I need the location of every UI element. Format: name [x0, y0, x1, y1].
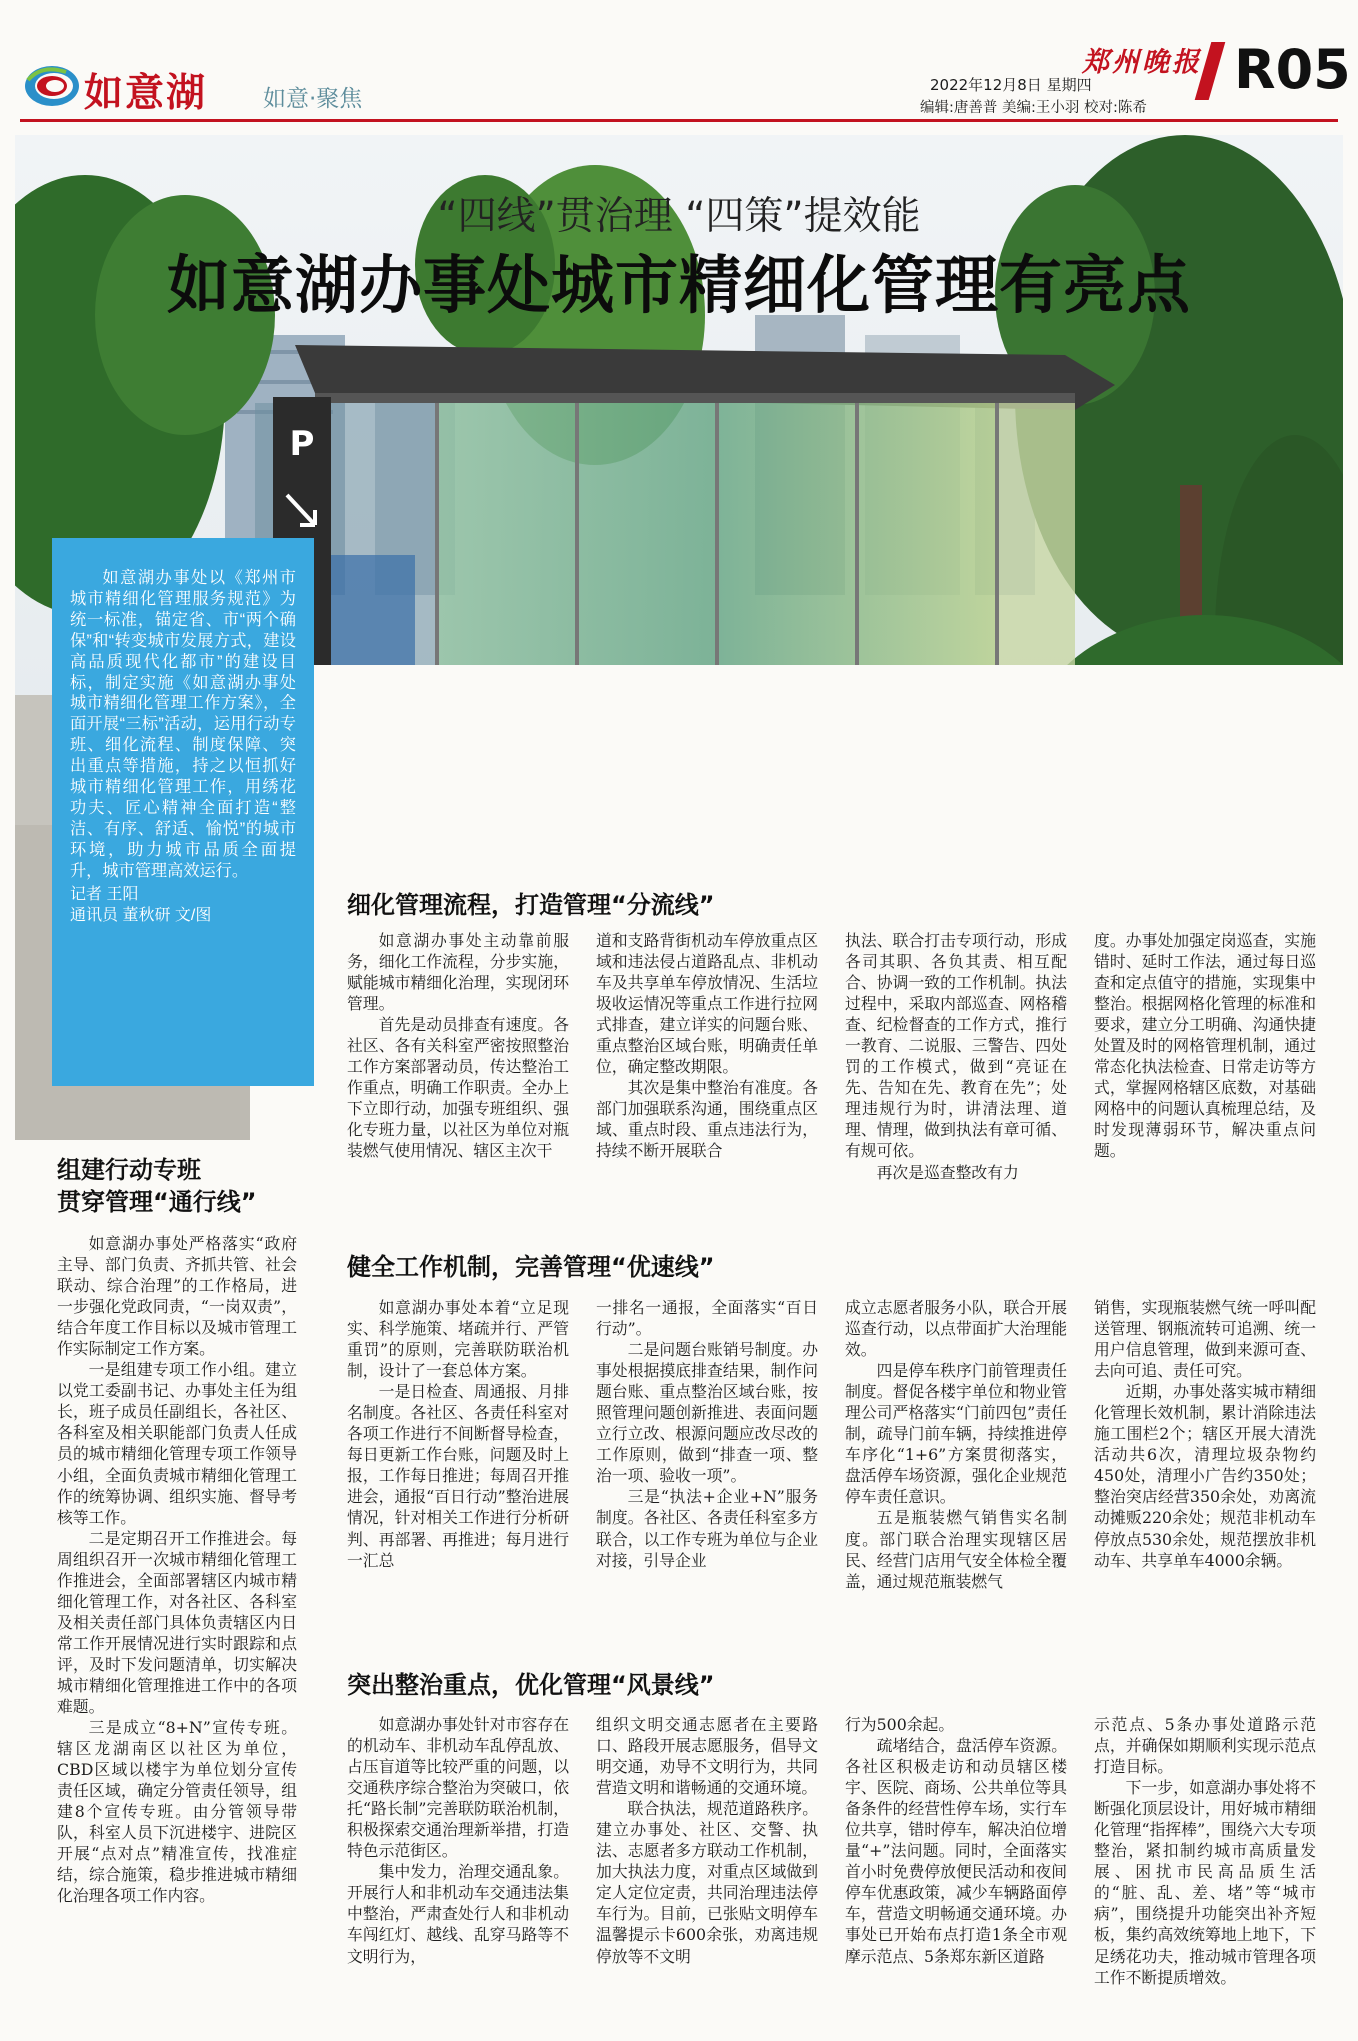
paragraph: 度。办事处加强定岗巡查，实施错时、延时工作法，通过每日巡查和定点值守的措施，实现集中整治。根据网格化管理的标准和要求，建立分工明确、沟通快捷处置及时的网格管理机制，通过常态化执法检查、日常走访等方式，掌握网格辖区底数，对基础网格中的问题认真梳理总结，及时发现薄弱环节，解决重点问题。 — [1094, 931, 1316, 1161]
left-section-title-line-1: 组建行动专班 — [57, 1156, 201, 1184]
section-1-title: 细化管理流程，打造管理“分流线” — [347, 891, 715, 919]
editor-credits: 编辑:唐善普 美编:王小羽 校对:陈希 — [920, 100, 1147, 116]
s3-column-2 — [596, 1714, 818, 1967]
paragraph: 三是“执法+企业+N”服务制度。各社区、各责任科室多方联合，以工作专班为单位与企业对接，引导企业 — [596, 1487, 818, 1570]
s2-column-3 — [845, 1297, 1067, 1592]
intro-text: 如意湖办事处以《郑州市城市精细化管理服务规范》为统一标准，锚定省、市“两个确保”和“转变城市发展方式，建设高品质现代化都市”的建设目标，制定实施《如意湖办事处城市精细化管理工作方案》，全面开展“三标”活动，运用行动专班、细化流程、制度保障、突出重点等措施，持之以恒抓好城市精细化管理工作，用绣花功夫、匠心精神全面打造“整洁、有序、舒适、愉悦”的城市环境，助力城市品质全面提升，城市管理高效运行。 — [70, 569, 296, 880]
s1-column-4 — [1094, 930, 1316, 1162]
s1-column-1 — [347, 930, 569, 1162]
paragraph: 首先是动员排查有速度。各社区、各有关科室严密按照整治工作方案部署动员，传达整治工作重点，明确工作职责。全办上下立即行动，加强专班组织、强化专班力量，以社区为单位对瓶装燃气使用情况、辖区主次干 — [347, 1015, 569, 1161]
correspondent-byline: 通讯员 董秋研 文/图 — [70, 906, 212, 924]
s2-column-1 — [347, 1297, 569, 1571]
s3-column-4 — [1094, 1714, 1316, 1988]
paragraph: 如意湖办事处针对市容存在的机动车、非机动车乱停乱放、占压盲道等比较严重的问题，以交通秩序综合整治为突破口，依托“路长制”完善联防联治机制，积极探索交通治理新举措，打造特色示范街区。 — [347, 1715, 569, 1861]
section-subtitle: 如意·聚焦 — [263, 86, 363, 112]
paragraph: 联合执法，规范道路秩序。建立办事处、社区、交警、执法、志愿者多方联动工作机制，加大执法力度，对重点区域做到定人定位定责，共同治理违法停车行为。目前，已张贴文明停车温馨提示卡600余张，劝离违规停放等不文明 — [596, 1799, 818, 1966]
issue-date: 2022年12月8日 星期四 — [930, 76, 1092, 94]
masthead-logo: 郑州晚报 — [1082, 47, 1202, 78]
s3-column-1 — [347, 1714, 569, 1967]
paragraph: 示范点、5条办事处道路示范点，并确保如期顺利实现示范点打造目标。 — [1094, 1715, 1316, 1777]
sub-headline: “四线”贯治理 “四策”提效能 — [437, 194, 921, 239]
paragraph: 二是定期召开工作推进会。每周组织召开一次城市精细化管理工作推进会，全面部署辖区内城市精细化管理工作，对各社区、各科室及相关责任部门具体负责辖区内日常工作开展情况进行实时跟踪和点评，及时下发问题清单，切实解决城市精细化管理推进工作中的各项难题。 — [57, 1528, 297, 1717]
paragraph: 如意湖办事处主动靠前服务，细化工作流程，分步实施，赋能城市精细化治理，实现闭环管理。 — [347, 931, 569, 1014]
paragraph: 再次是巡查整改有力 — [876, 1162, 1019, 1182]
paragraph: 其次是集中整治有准度。各部门加强联系沟通，围绕重点区域、重点时段、重点违法行为，持续不断开展联合 — [596, 1078, 818, 1161]
reporter-byline: 记者 王阳 — [70, 885, 139, 903]
paragraph: 集中发力，治理交通乱象。开展行人和非机动车交通违法集中整治，严肃查处行人和非机动车闯红灯、越线、乱穿马路等不文明行为， — [347, 1862, 569, 1966]
s1-column-2 — [596, 930, 818, 1162]
paragraph: 组织文明交通志愿者在主要路口、路段开展志愿服务，倡导文明交通，劝导不文明行为，共同营造文明和谐畅通的交通环境。 — [596, 1715, 818, 1798]
paragraph: 三是成立“8+N”宣传专班。辖区龙湖南区以社区为单位，CBD区域以楼宇为单位划分宣传责任区域，确定分管责任领导，组建8个宣传专班。由分管领导带队，科室人员下沉进楼宇、进院区开展“点对点”精准宣传，找准症结，综合施策，稳步推进城市精细化治理各项工作内容。 — [57, 1718, 297, 1906]
paragraph: 一排名一通报，全面落实“百日行动”。 — [596, 1298, 818, 1339]
s2-column-4 — [1094, 1297, 1316, 1571]
intro-box — [52, 538, 314, 1086]
paragraph: 如意湖办事处本着“立足现实、科学施策、堵疏并行、严管重罚”的原则，完善联防联治机制，设计了一套总体方案。 — [347, 1298, 569, 1381]
paragraph: 成立志愿者服务小队，联合开展巡查行动，以点带面扩大治理能效。 — [845, 1298, 1067, 1360]
paragraph: 疏堵结合，盘活停车资源。各社区积极走访和动员辖区楼宇、医院、商场、公共单位等具备条件的经营性停车场，实行车位共享，错时停车，解决泊位增量“+”法问题。同时，全面落实首小时免费停放便民活动和夜间停车优惠政策，减少车辆路面停车，营造文明畅通交通环境。办事处已开始布点打造1条全市观摩示范点、5条郑东新区道路 — [845, 1736, 1067, 1966]
header-rule — [20, 119, 1338, 122]
left-section-title-line-2: 贯穿管理“通行线” — [57, 1188, 257, 1216]
paragraph: 五是瓶装燃气销售实名制度。部门联合治理实现辖区居民、经营门店用气安全体检全覆盖，通过规范瓶装燃气 — [845, 1508, 1067, 1591]
s1-column-3 — [845, 930, 1067, 1183]
parking-sign-letter: P — [289, 424, 315, 464]
s3-column-3 — [845, 1714, 1067, 1967]
paragraph: 二是问题台账销号制度。办事处根据摸底排查结果，制作问题台账、重点整治区域台账，按照管理问题创新推进、表面问题立行立改、根源问题应改尽改的工作原则，做到“排查一项、整治一项、验收一项”。 — [596, 1340, 818, 1486]
section-3-title: 突出整治重点，优化管理“风景线” — [347, 1671, 715, 1699]
newspaper-logo-icon — [22, 58, 82, 110]
section-name: 如意湖 — [84, 71, 208, 116]
paragraph: 道和支路背街机动车停放重点区域和违法侵占道路乱点、非机动车及共享单车停放情况、生活垃圾收运情况等重点工作进行拉网式排查，建立详实的问题台账、重点整治区域台账，明确责任单位，确定整改期限。 — [596, 931, 818, 1077]
paragraph: 销售，实现瓶装燃气统一呼叫配送管理、钢瓶流转可追溯、统一用户信息管理，做到来源可查、去向可追、责任可究。 — [1094, 1298, 1316, 1381]
paragraph: 一是组建专项工作小组。建立以党工委副书记、办事处主任为组长，班子成员任副组长，各社区、各科室及相关职能部门负责人任成员的城市精细化管理专项工作领导小组，全面负责城市精细化管理工作的统筹协调、组织实施、督导考核等工作。 — [57, 1360, 297, 1527]
paragraph: 近期，办事处落实城市精细化管理长效机制，累计消除违法施工围栏2个；辖区开展大清洗活动共6次，清理垃圾杂物约450处，清理小广告约350处；整治突店经营350余处，劝离流动摊贩220余处；规范非机动车停放点530余处，规范摆放非机动车、共享单车4000余辆。 — [1094, 1382, 1316, 1570]
paragraph: 下一步，如意湖办事处将不断强化顶层设计，用好城市精细化管理“指挥棒”，围绕六大专项整治，紧扣制约城市高质量发展、困扰市民高品质生活的“脏、乱、差、堵”等“城市病”，围绕提升功能突出补齐短板，集约高效统筹地上地下，下足绣花功夫，推动城市管理各项工作不断提质增效。 — [1094, 1778, 1316, 1987]
paragraph: 行为500余起。 — [845, 1715, 955, 1734]
paragraph: 执法、联合打击专项行动，形成各司其职、各负其责、相互配合、协调一致的工作机制。执法过程中，采取内部巡查、网格稽查、纪检督查的工作方式，推行一教育、二说服、三警告、四处罚的工作模式，做到“亮证在先、告知在先、教育在先”；处理违规行为时，讲清法理、道理、情理，做到执法有章可循、有规可依。 — [845, 931, 1067, 1161]
main-headline: 如意湖办事处城市精细化管理有亮点 — [167, 249, 1191, 322]
paragraph: 如意湖办事处严格落实“政府主导、部门负责、齐抓共管、社会联动、综合治理”的工作格局，进一步强化党政同责，“一岗双责”，结合年度工作目标以及城市管理工作实际制定工作方案。 — [57, 1234, 297, 1359]
paragraph: 四是停车秩序门前管理责任制度。督促各楼宇单位和物业管理公司严格落实“门前四包”责任制，疏导门前车辆，持续推进停车序化“1+6”方案贯彻落实，盘活停车场资源，强化企业规范停车责任意识。 — [845, 1361, 1067, 1507]
page-number: R05 — [1234, 38, 1351, 101]
section-2-title: 健全工作机制，完善管理“优速线” — [347, 1253, 715, 1281]
s2-column-2 — [596, 1297, 818, 1571]
left-column-body — [57, 1233, 297, 1907]
paragraph: 一是日检查、周通报、月排名制度。各社区、各责任科室对各项工作进行不间断督导检查，每日更新工作台账，问题及时上报，工作每日推进；每周召开推进会，通报“百日行动”整治进展情况，针对相关工作进行分析研判、再部署、再推进；每月进行一汇总 — [347, 1382, 569, 1570]
